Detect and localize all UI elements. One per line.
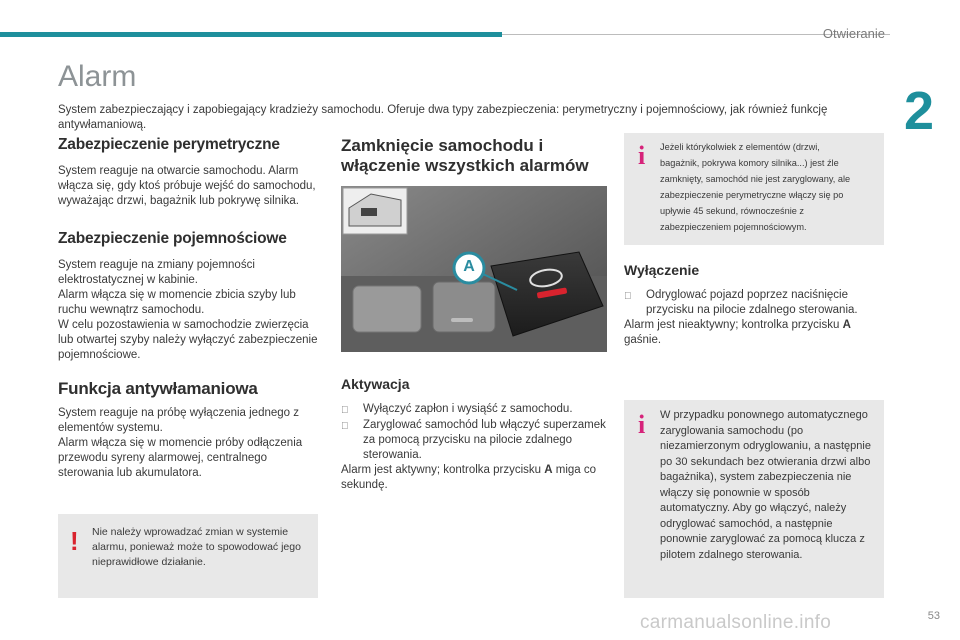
info-icon: i — [638, 141, 646, 170]
activation-note-bold: A — [544, 463, 553, 475]
activation-bullet-1 — [341, 402, 607, 418]
intro-text: System zabezpieczający i zapobiegający kradzieży samochodu. Oferuje dwa typy zabezpieczenia: perymetryczny i pojemnościowy, jak również funkcję antywłamaniową. — [58, 104, 828, 131]
deactivation-heading: Wyłączenie — [624, 262, 700, 278]
activation-heading: Aktywacja — [341, 376, 410, 392]
warning-text: Nie należy wprowadzać zmian w systemie alarmu, ponieważ może to spowodować jego nieprawidłowe działanie. — [92, 526, 301, 568]
warning-box — [58, 514, 318, 598]
page-title: Alarm — [58, 60, 137, 93]
deactivation-note-bold: A — [842, 319, 851, 331]
warning-icon: ! — [70, 526, 79, 556]
volumetric-heading: Zabezpieczenie pojemnościowe — [58, 230, 287, 247]
perimeter-heading: Zabezpieczenie perymetryczne — [58, 136, 280, 153]
antitheft-heading: Funkcja antywłamaniowa — [58, 379, 258, 398]
deactivation-note-prefix: Alarm jest nieaktywny; kontrolka przycisku — [624, 319, 843, 331]
volumetric-text-1: System reaguje na zmiany pojemności elektrostatycznej w kabinie. — [58, 259, 255, 286]
info-icon: i — [638, 410, 646, 439]
info-box-2 — [624, 400, 884, 598]
chapter-title: Otwieranie — [822, 26, 885, 41]
info-1-text: Jeżeli którykolwiek z elementów (drzwi, bagażnik, pokrywa komory silnika...) jest źle zamknięty, samochód nie jest zaryglowany, ale zabezpieczenie perymetryczne włączy się po upływie 45 sekund, równocześnie z zabezpieczeniem pojemnościowym. — [660, 142, 851, 232]
activation-note-suffix: miga co sekundę. — [341, 463, 597, 490]
deactivation-bullet — [624, 288, 884, 318]
info-2-text: W przypadku ponownego automatycznego zaryglowania samochodu (po niezamierzonym odryglowaniu, a następnie po 30 sekundach bez otwierania drzwi albo bagażnika), system zabezpieczenia nie włączy się ponownie w sposób automatyczny. Aby go włączyć, należy odryglować samochód, a następnie ponownie zaryglować za pomocą klucza z pilotem zdalnego sterowania. — [660, 409, 871, 561]
photo-label-a: A — [463, 258, 475, 275]
alarm-button-photo — [341, 186, 607, 352]
watermark: carmanualsonline.info — [640, 612, 832, 633]
perimeter-text: System reaguje na otwarcie samochodu. Alarm włącza się, gdy ktoś próbuje wejść do samochodu, wyważając drzwi, bagażnik lub pokrywę silnika. — [58, 165, 316, 207]
activation-section — [341, 377, 607, 493]
activation-note — [341, 463, 607, 493]
chapter-accent-bar — [0, 32, 502, 37]
info-box-1 — [624, 133, 884, 245]
activation-note-prefix: Alarm jest aktywny; kontrolka przycisku — [341, 463, 545, 475]
bullet-marker — [341, 402, 363, 418]
bullet-marker — [341, 418, 363, 463]
deactivation-note — [624, 318, 884, 348]
deactivation-section — [624, 263, 884, 348]
deactivation-bullet-text: Odryglować pojazd poprzez naciśnięcie przycisku na pilocie zdalnego sterowania. — [646, 289, 858, 316]
column-middle — [341, 136, 607, 176]
activation-bullet-2 — [341, 418, 607, 463]
activation-bullet-2-text: Zaryglować samochód lub włączyć superzamek za pomocą przycisku na pilocie zdalnego sterowania. — [363, 418, 606, 460]
column-left — [58, 137, 320, 481]
antitheft-text-1: System reaguje na próbę wyłączenia jednego z elementów systemu. — [58, 407, 300, 434]
antitheft-text-2: Alarm włącza się w momencie próby odłączenia przewodu syreny alarmowej, centralnego sterowania lub akumulatora. — [58, 437, 303, 479]
chapter-number: 2 — [904, 81, 935, 141]
page-number: 53 — [927, 610, 940, 622]
activation-bullet-1-text: Wyłączyć zapłon i wysiąść z samochodu. — [363, 403, 573, 415]
bullet-marker — [624, 288, 646, 318]
lock-heading: Zamknięcie samochodu i włączenie wszystkich alarmów — [341, 136, 589, 175]
volumetric-text-3: W celu pozostawienia w samochodzie zwierzęcia lub otwartej szyby należy wyłączyć zabezpieczenie pojemnościowe. — [58, 319, 318, 361]
volumetric-text-2: Alarm włącza się w momencie zbicia szyby lub ruchu wewnątrz samochodu. — [58, 289, 296, 316]
deactivation-note-suffix: gaśnie. — [624, 334, 662, 346]
